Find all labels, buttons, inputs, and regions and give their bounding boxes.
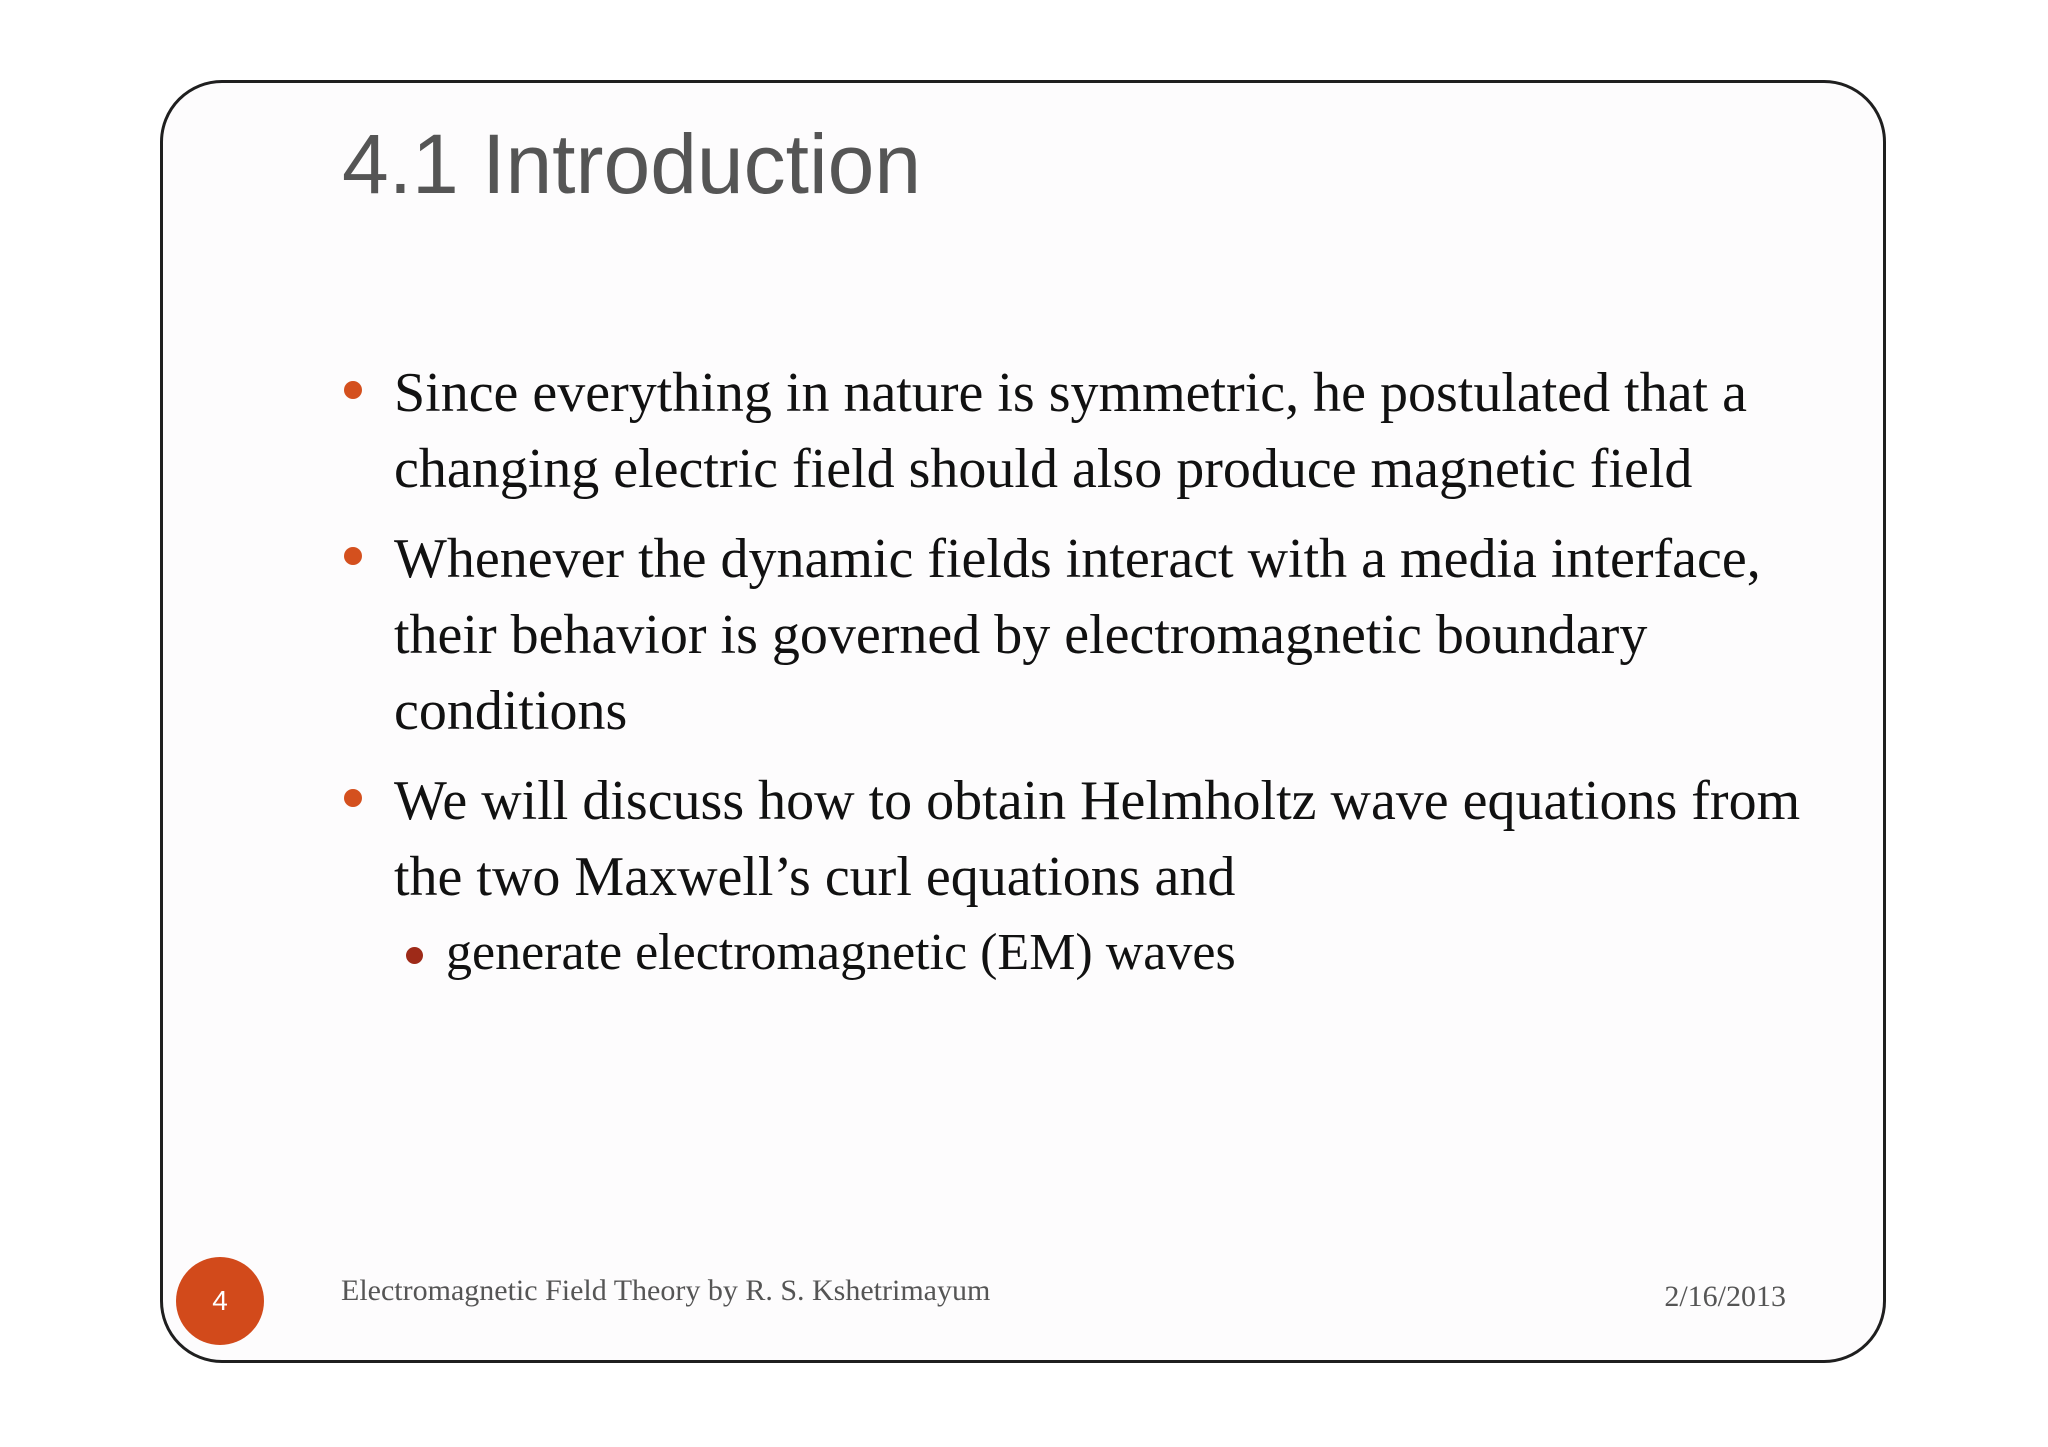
- bullet-dot-icon: [344, 547, 362, 565]
- bullet-text: We will discuss how to obtain Helmholtz wave equations from the two Maxwell’s curl equations and: [394, 770, 1801, 908]
- bullet-text: Since everything in nature is symmetric, he postulated that a changing electric field should also produce magnetic field: [394, 362, 1747, 500]
- bullet-text: Whenever the dynamic fields interact with a media interface, their behavior is governed by electromagnetic boundary conditions: [394, 528, 1761, 742]
- slide-title: 4.1 Introduction: [342, 117, 922, 211]
- sub-bullet-dot-icon: [406, 947, 423, 964]
- bullet-item: [342, 763, 1812, 991]
- footer-text: Electromagnetic Field Theory by R. S. Kshetrimayum: [341, 1274, 991, 1307]
- bullet-item: [342, 355, 1812, 507]
- sub-bullet-text: generate electromagnetic (EM) waves: [446, 924, 1236, 981]
- sub-bullet-item: [394, 915, 1812, 991]
- sub-bullet-list: [394, 915, 1812, 991]
- footer-date: 2/16/2013: [1664, 1280, 1786, 1313]
- bullet-dot-icon: [344, 381, 362, 399]
- bullet-item: [342, 521, 1812, 749]
- bullet-dot-icon: [344, 789, 362, 807]
- bullet-list: [342, 355, 1812, 1005]
- page-number-badge: 4: [176, 1257, 264, 1345]
